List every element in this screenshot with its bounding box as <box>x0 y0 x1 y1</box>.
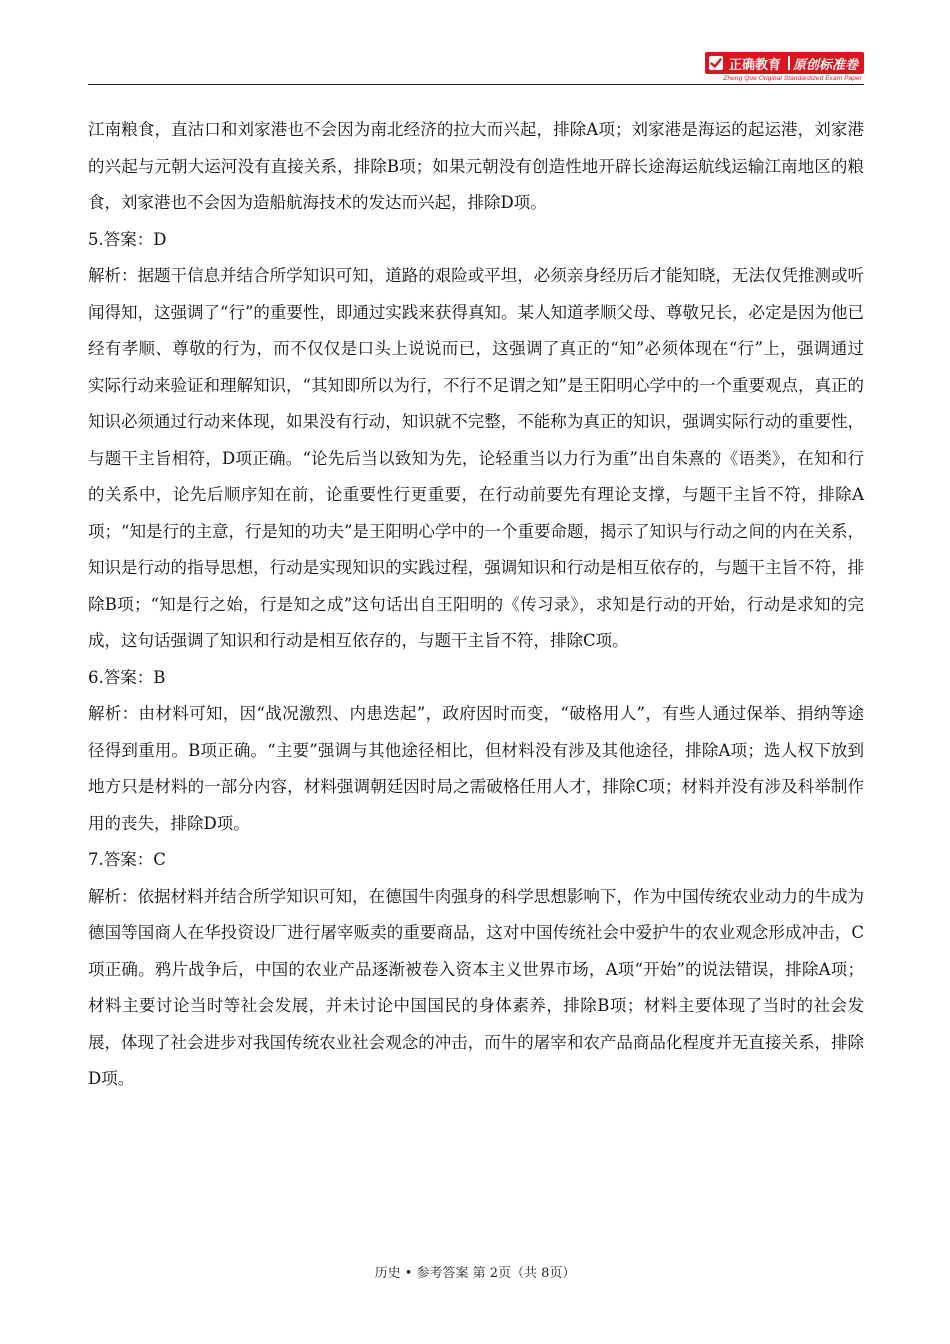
answer-heading-6: 6.答案：B <box>88 667 166 687</box>
brand-name: 正确教育 <box>728 57 781 73</box>
brand-english-name: Zheng Que Original Standardized Exam Paper <box>723 75 862 82</box>
analysis-5: 解析：据题干信息并结合所学知识可知，道路的艰险或平坦，必须亲身经历后才能知晓，无法仅凭推测或听闻得知，这强调了“行”的重要性，即通过实践来获得真知。某人知道孝顺父母、尊敬兄长，必定是因为他已经有孝顺、尊敬的行为，而不仅仅是口头上说说而已，这强调了真正的“知”必须体现在“行”上，强调通过实际行动来验证和理解知识，“其知即所以为行，不行不足谓之知”是王阳明心学中的一个重要观点，真正的知识必须通过行动来体现，如果没有行动，知识就不完整，不能称为真正的知识，强调实际行动的重要性，与题干主旨相符，D项正确。“论先后当以致知为先，论轻重当以力行为重”出自朱熹的《语类》，在知和行的关系中，论先后顺序知在前，论重要性行更重要，在行动前要先有理论支撑，与题干主旨不符，排除A项；“知是行的主意，行是知的功夫”是王阳明心学中的一个重要命题，揭示了知识与行动之间的内在关系，知识是行动的指导思想，行动是实现知识的实践过程，强调知识和行动是相互依存的，与题干主旨不符，排除B项；“知是行之始，行是知之成”这句话出自王阳明的《传习录》，求知是行动的开始，行动是求知的完成，这句话强调了知识和行动是相互依存的，与题干主旨不符，排除C项。 <box>88 266 864 650</box>
logo-divider <box>788 56 790 70</box>
answer-heading-5: 5.答案：D <box>88 229 167 249</box>
page-header <box>88 48 864 85</box>
brand-logo <box>705 52 864 74</box>
analysis-6: 解析：由材料可知，因“战况激烈、内患迭起”，政府因时而变，“破格用人”，有些人通过保举、捐纳等途径得到重用。B项正确。“主要”强调与其他途径相比，但材料没有涉及其他途径，排除A项；选人权下放到地方只是材料的一部分内容，材料强调朝廷因时局之需破格任用人才，排除C项；材料并没有涉及科举制作用的丧失，排除D项。 <box>88 704 864 833</box>
page-footer: 历史 • 参考答案 第 2页（共 8页） <box>374 1266 576 1281</box>
brand-slogan: 原创标准卷 <box>792 57 858 73</box>
checkmark-icon <box>707 54 725 72</box>
analysis-7: 解析：依据材料并结合所学知识可知，在德国牛肉强身的科学思想影响下，作为中国传统农业动力的牛成为德国等国商人在华投资设厂进行屠宰贩卖的重要商品，这对中国传统社会中爱护牛的农业观念形成冲击，C项正确。鸦片战争后，中国的农业产品逐渐被卷入资本主义世界市场，A项“开始”的说法错误，排除A项；材料主要讨论当时等社会发展，并未讨论中国国民的身体素养，排除B项；材料主要体现了当时的社会发展，体现了社会进步对我国传统农业社会观念的冲击，而牛的屠宰和农产品商品化程度并无直接关系，排除D项。 <box>88 886 864 1088</box>
paragraph-continuation: 江南粮食，直沽口和刘家港也不会因为南北经济的拉大而兴起，排除A项；刘家港是海运的起运港，刘家港的兴起与元朝大运河没有直接关系，排除B项；如果元朝没有创造性地开辟长途海运航线运输江南地区的粮食，刘家港也不会因为造船航海技术的发达而兴起，排除D项。 <box>88 120 864 212</box>
answer-content <box>88 112 864 1098</box>
answer-heading-7: 7.答案：C <box>88 850 166 869</box>
